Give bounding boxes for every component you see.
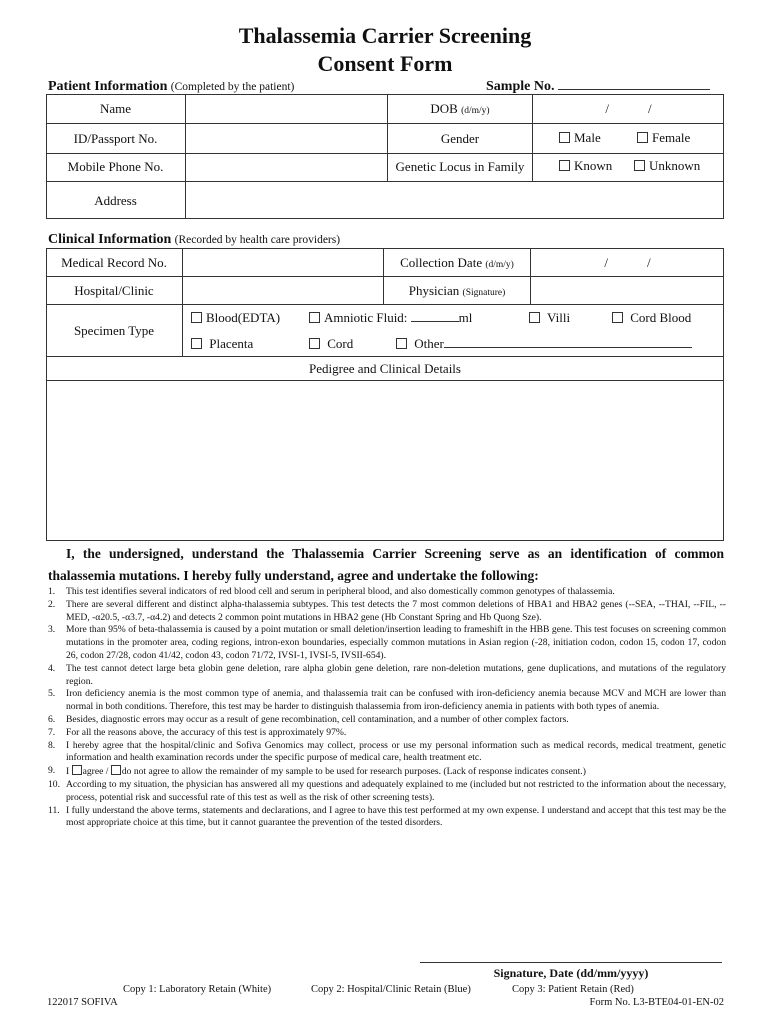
specimen-other-option[interactable] xyxy=(396,336,692,352)
clinical-info-subtitle: (Recorded by health care providers) xyxy=(174,234,341,246)
dob-label xyxy=(388,101,532,117)
name-label: Name xyxy=(99,101,132,116)
amniotic-ml-field[interactable] xyxy=(411,321,459,322)
consent-items xyxy=(48,586,726,830)
villi-label: Villi xyxy=(547,310,571,325)
signature-label: Signature, Date (dd/mm/yyyy) xyxy=(493,966,649,980)
list-item: 2. There are several different and distinct alpha-thalassemia subtypes. This test detects the 7 most common deletions of HBA1 and HBA2 genes (--SEA, --THAI, --FIL, --MED, -α20.5, -α3.7, -α4.2) and detects 2 common point mutations in HBA2 gene (Hb Constant Spring and Hb Quong Sze). xyxy=(48,598,726,623)
cord-checkbox[interactable] xyxy=(309,338,320,349)
dob-text: DOB xyxy=(430,101,458,116)
copy2-note: Copy 2: Hospital/Clinic Retain (Blue) xyxy=(311,984,471,995)
patient-info-title: Patient Information xyxy=(48,79,168,94)
collection-date-text: Collection Date xyxy=(400,255,483,270)
cord-label: Cord xyxy=(327,336,354,351)
specimen-placenta-option[interactable] xyxy=(191,336,253,352)
cord-blood-checkbox[interactable] xyxy=(612,312,623,323)
address-label: Address xyxy=(94,193,137,208)
specimen-amniotic-option[interactable] xyxy=(309,310,472,326)
unknown-label: Unknown xyxy=(649,158,701,173)
other-field[interactable] xyxy=(444,347,692,348)
placenta-label: Placenta xyxy=(209,336,254,351)
clinical-info-heading xyxy=(48,231,340,248)
dob-field[interactable]: / / xyxy=(605,101,652,116)
physician-text: Physician xyxy=(408,283,460,298)
other-label: Other xyxy=(414,336,444,351)
blood-label: Blood(EDTA) xyxy=(206,310,281,325)
consent-intro: I, the undersigned, understand the Thalassemia Carrier Screening serve as an identification of common thalassemia mutations. I hereby fully understand, agree and undertake the following: xyxy=(48,546,724,583)
list-item: 10. According to my situation, the physician has answered all my questions and adequately explained to me (included but not restricted to the information about the necessary, process, potential risk and successful rate of this test as well as the risk of other screening tests). xyxy=(48,778,726,803)
address-field[interactable] xyxy=(186,182,723,218)
genetic-locus-label: Genetic Locus in Family xyxy=(395,159,525,174)
form-title-line1: Thalassemia Carrier Screening xyxy=(238,23,532,48)
agree-checkbox[interactable] xyxy=(72,765,82,775)
form-code-left: 122017 SOFIVA xyxy=(47,997,118,1008)
locus-unknown-option[interactable] xyxy=(634,158,700,174)
list-item: 4. The test cannot detect large beta globin gene deletion, rare alpha globin gene deletion, rare non-deletion mutations, gene duplications, and mutations of the regulatory region. xyxy=(48,662,726,687)
female-label: Female xyxy=(652,130,691,145)
mobile-field[interactable] xyxy=(186,154,386,181)
list-item: 8. I hereby agree that the hospital/clinic and Sofiva Genomics may collect, process or use my personal information such as medical records, medical treatment, genetic information and health examination records under the specific purpose of medical care, health treatment etc. xyxy=(48,739,726,764)
female-checkbox[interactable] xyxy=(637,132,648,143)
specimen-cord-option[interactable] xyxy=(309,336,353,352)
id-passport-field[interactable] xyxy=(186,124,386,152)
list-item: 1. This test identifies several indicators of red blood cell and serum in peripheral blood, and also domestically common genotypes of thalassemia. xyxy=(48,586,615,597)
id-passport-label: ID/Passport No. xyxy=(73,131,158,146)
amniotic-label: Amniotic Fluid: xyxy=(324,310,408,325)
list-item: 3. More than 95% of beta-thalassemia is caused by a point mutation or small deletion/insertion leading to frameshift in the HBB gene. This test focuses on screening common mutations in the promoter area, coding regions, intron-exon boundaries, especially common mutations in Asian region (-28, initiation codon, codon 15, codon 17, codon 26, codon 27/28, codon 41/42, codon 43, codon 71/72, IVSI-1, IVSI-5, IVSII-654). xyxy=(48,624,726,661)
gender-label: Gender xyxy=(440,131,480,146)
sample-no xyxy=(486,78,710,95)
form-title-line2: Consent Form xyxy=(317,51,453,76)
specimen-villi-option[interactable] xyxy=(529,310,570,326)
blood-checkbox[interactable] xyxy=(191,312,202,323)
signature-line[interactable] xyxy=(420,962,722,963)
patient-info-subtitle: (Completed by the patient) xyxy=(170,81,295,93)
villi-checkbox[interactable] xyxy=(529,312,540,323)
list-item: 6. Besides, diagnostic errors may occur as a result of gene recombination, cell contamination, and a number of other complex factors. xyxy=(48,713,569,725)
gender-female-option[interactable] xyxy=(637,130,690,146)
list-item: 11. I fully understand the above terms, statements and declarations, and I agree to have this test performed at my own expense. I understand and accept that this test may be the most appropriate choice at this time, but it cannot guarantee the prevention of the tested disorders. xyxy=(48,804,726,829)
collection-date-format: (d/m/y) xyxy=(485,260,514,270)
placenta-checkbox[interactable] xyxy=(191,338,202,349)
dob-format: (d/m/y) xyxy=(461,106,490,116)
hospital-clinic-field[interactable] xyxy=(183,277,382,303)
name-field[interactable] xyxy=(186,95,386,122)
collection-date-label xyxy=(384,255,530,271)
patient-info-heading xyxy=(48,78,294,95)
ml-unit: ml xyxy=(458,310,473,325)
physician-signature-field[interactable] xyxy=(531,277,723,303)
known-checkbox[interactable] xyxy=(559,160,570,171)
research-consent-item: 9. I agree / do not agree to allow the remainder of my sample to be used for research purposes. (Lack of response indicates consent.) xyxy=(48,765,586,778)
mobile-label: Mobile Phone No. xyxy=(67,159,164,174)
cord-blood-label: Cord Blood xyxy=(630,310,692,325)
medical-record-label: Medical Record No. xyxy=(61,255,167,270)
pedigree-heading: Pedigree and Clinical Details xyxy=(309,361,461,376)
locus-known-option[interactable] xyxy=(559,158,612,174)
list-item: 5. Iron deficiency anemia is the most common type of anemia, and thalassemia trait can be confused with iron-deficiency anemia because MCV and MCH are lower than normal in both conditions. Therefore, this test may be harder to distinguish thalassemia from iron-deficiency anemia in patients with both types of anemia. xyxy=(48,688,726,713)
collection-date-field[interactable]: / / xyxy=(604,255,651,270)
amniotic-checkbox[interactable] xyxy=(309,312,320,323)
specimen-blood-option[interactable] xyxy=(191,310,280,326)
gender-male-option[interactable] xyxy=(559,130,601,146)
unknown-checkbox[interactable] xyxy=(634,160,645,171)
pedigree-area[interactable] xyxy=(47,381,723,540)
hospital-clinic-label: Hospital/Clinic xyxy=(74,283,154,298)
specimen-type-label: Specimen Type xyxy=(73,323,155,338)
copy1-note: Copy 1: Laboratory Retain (White) xyxy=(123,984,272,995)
sample-no-field[interactable] xyxy=(558,89,710,90)
other-checkbox[interactable] xyxy=(396,338,407,349)
known-label: Known xyxy=(574,158,613,173)
copy3-note: Copy 3: Patient Retain (Red) xyxy=(512,984,634,995)
physician-label xyxy=(384,283,530,299)
specimen-cord-blood-option[interactable] xyxy=(612,310,691,326)
form-number: Form No. L3-BTE04-01-EN-02 xyxy=(589,997,724,1008)
male-label: Male xyxy=(574,130,601,145)
clinical-info-title: Clinical Information xyxy=(48,232,172,247)
list-item: 7. For all the reasons above, the accuracy of this test is approximately 97%. xyxy=(48,726,347,738)
male-checkbox[interactable] xyxy=(559,132,570,143)
sample-no-label: Sample No. xyxy=(486,79,555,94)
disagree-checkbox[interactable] xyxy=(111,765,121,775)
medical-record-field[interactable] xyxy=(183,249,382,275)
physician-signature-note: (Signature) xyxy=(462,288,506,298)
